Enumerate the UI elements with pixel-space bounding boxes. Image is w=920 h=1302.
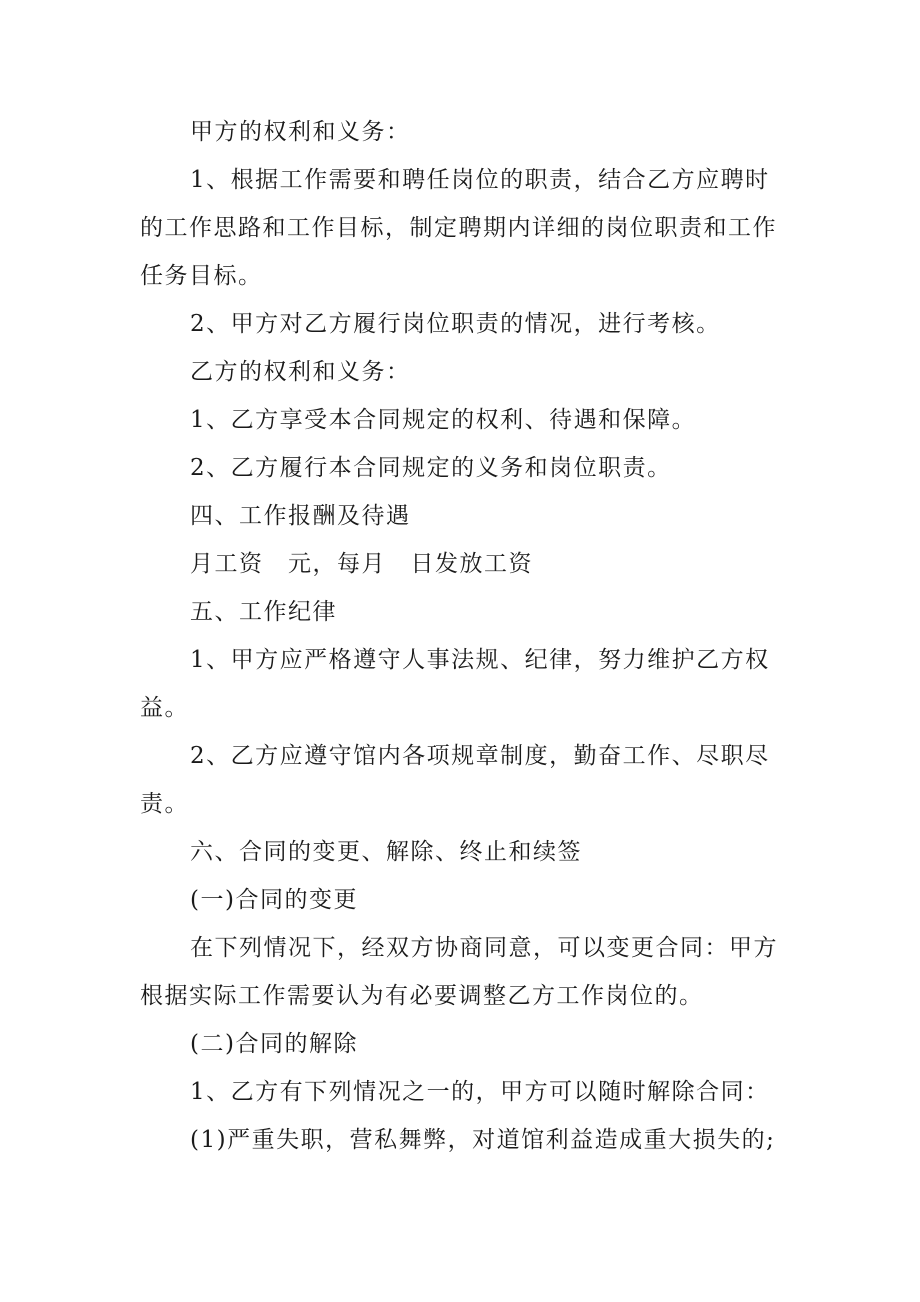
paragraph-termination-item-1: 1、乙方有下列情况之一的，甲方可以随时解除合同： [190,1079,770,1105]
section-heading-discipline: 五、工作纪律 [190,599,337,625]
paragraph-party-a-item-1: 1、根据工作需要和聘任岗位的职责，结合乙方应聘时的工作思路和工作目标，制定聘期内详细的岗位职责和工作任务目标。 [140,167,777,289]
subheading-contract-termination: (二)合同的解除 [190,1031,358,1057]
paragraph-party-a-item-2: 2、甲方对乙方履行岗位职责的情况，进行考核。 [190,311,721,337]
paragraph-termination-subitem-1: (1)严重失职，营私舞弊，对道馆利益造成重大损失的; [190,1127,776,1153]
paragraph-party-b-item-1: 1、乙方享受本合同规定的权利、待遇和保障。 [190,407,697,433]
document-body [140,108,790,1164]
section-heading-contract-changes: 六、合同的变更、解除、终止和续签 [190,839,582,865]
paragraph-party-b-rights-heading: 乙方的权利和义务： [190,359,411,385]
subheading-contract-change: (一)合同的变更 [190,887,358,913]
paragraph-party-a-rights-heading: 甲方的权利和义务： [190,119,411,145]
paragraph-discipline-item-1: 1、甲方应严格遵守人事法规、纪律，努力维护乙方权益。 [140,647,770,721]
paragraph-salary: 月工资 元，每月 日发放工资 [190,551,533,577]
paragraph-discipline-item-2: 2、乙方应遵守馆内各项规章制度，勤奋工作、尽职尽责。 [140,743,770,817]
paragraph-party-b-item-2: 2、乙方履行本合同规定的义务和岗位职责。 [190,455,672,481]
section-heading-remuneration: 四、工作报酬及待遇 [190,503,411,529]
paragraph-change-conditions: 在下列情况下，经双方协商同意，可以变更合同：甲方根据实际工作需要认为有必要调整乙方工作岗位的。 [140,935,778,1009]
